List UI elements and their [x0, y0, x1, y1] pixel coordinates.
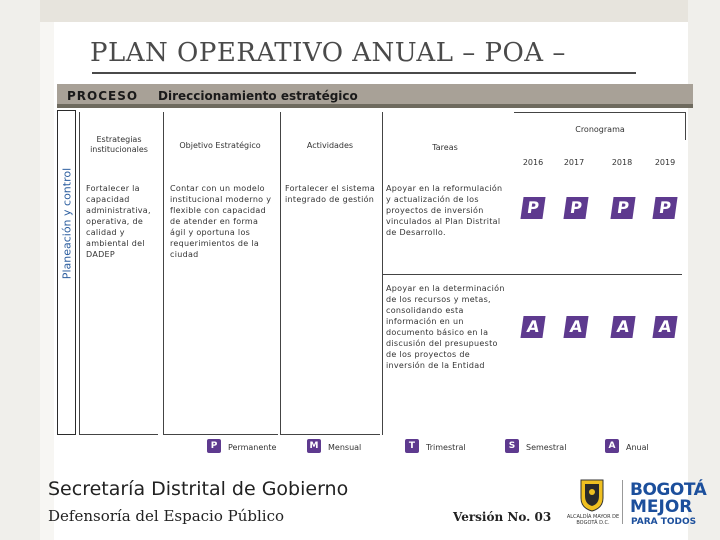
alcaldia-text: ALCALDÍA MAYOR DE BOGOTÁ D.C. [566, 514, 620, 526]
legend-label-m: Mensual [328, 443, 362, 452]
side-label: Planeación y control [60, 167, 74, 280]
right-frame [688, 0, 720, 540]
header-year-2017: 2017 [563, 158, 585, 167]
header-year-2018: 2018 [611, 158, 633, 167]
cell-actividad: Fortalecer el sistema integrado de gestión [285, 184, 376, 204]
header-actividades: Actividades [306, 141, 354, 150]
process-label: PROCESO [67, 89, 139, 103]
mark-tarea2-2018: A [610, 316, 635, 338]
logo-mejor: MEJOR [630, 497, 693, 517]
left-frame [0, 0, 40, 540]
bogota-crest-icon [578, 478, 606, 512]
mark-tarea1-2017: P [563, 197, 588, 219]
mark-tarea2-2016: A [520, 316, 545, 338]
legend-label-t: Trimestral [426, 443, 466, 452]
cell-estrategia: Fortalecer la capacidad administrativa, operativa, de calidad y ambiental del DADEP [86, 184, 151, 259]
cell-objetivo: Contar con un modelo institucional moderno y flexible con capacidad de atender en forma ágil y oportuna los requerimientos de la ciudad [170, 184, 272, 259]
legend-label-p: Permanente [228, 443, 277, 452]
header-year-2016: 2016 [522, 158, 544, 167]
header-year-2019: 2019 [654, 158, 676, 167]
logo-para-todos: PARA TODOS [631, 517, 697, 527]
mark-tarea1-2018: P [610, 197, 635, 219]
mark-tarea1-2016: P [520, 197, 545, 219]
legend-code-p: P [207, 439, 221, 453]
legend-code-m: M [307, 439, 321, 453]
legend-code-s: S [505, 439, 519, 453]
process-value: Direccionamiento estratégico [158, 89, 358, 103]
cell-tarea-2: Apoyar en la determinación de los recursos y metas, consolidando esta información en un documento básico en la discusión del presupuesto de los proyectos de inversión de la Entidad [386, 284, 505, 370]
logo-bogota: BOGOTÁ [630, 480, 707, 500]
title-underline [92, 72, 636, 74]
page-title: PLAN OPERATIVO ANUAL – POA – [90, 38, 566, 68]
header-tareas: Tareas [432, 143, 458, 152]
legend-code-a: A [605, 439, 619, 453]
mark-tarea2-2019: A [652, 316, 677, 338]
col-actividades [280, 112, 380, 435]
process-bar [57, 84, 693, 108]
logo-divider [622, 480, 623, 524]
col-estrategias [79, 112, 158, 435]
mark-tarea2-2017: A [563, 316, 588, 338]
footer-org: Secretaría Distrital de Gobierno [48, 478, 349, 500]
footer-version: Versión No. 03 [453, 510, 552, 524]
legend-label-a: Anual [626, 443, 649, 452]
footer-dept: Defensoría del Espacio Público [48, 507, 285, 525]
top-frame [40, 0, 688, 22]
header-estrategias: Estrategias institucionales [90, 135, 148, 154]
col-objetivo [163, 112, 278, 435]
legend-code-t: T [405, 439, 419, 453]
mark-tarea1-2019: P [652, 197, 677, 219]
header-cronograma: Cronograma [575, 125, 625, 134]
header-objetivo: Objetivo Estratégico [179, 141, 261, 150]
cell-tarea-1: Apoyar en la reformulación y actualización de los proyectos de inversión vinculados al Plan Distrital de Desarrollo. [386, 184, 503, 237]
legend-label-s: Semestral [526, 443, 567, 452]
tasks-divider [382, 274, 682, 275]
left-frame-inner [40, 22, 54, 540]
